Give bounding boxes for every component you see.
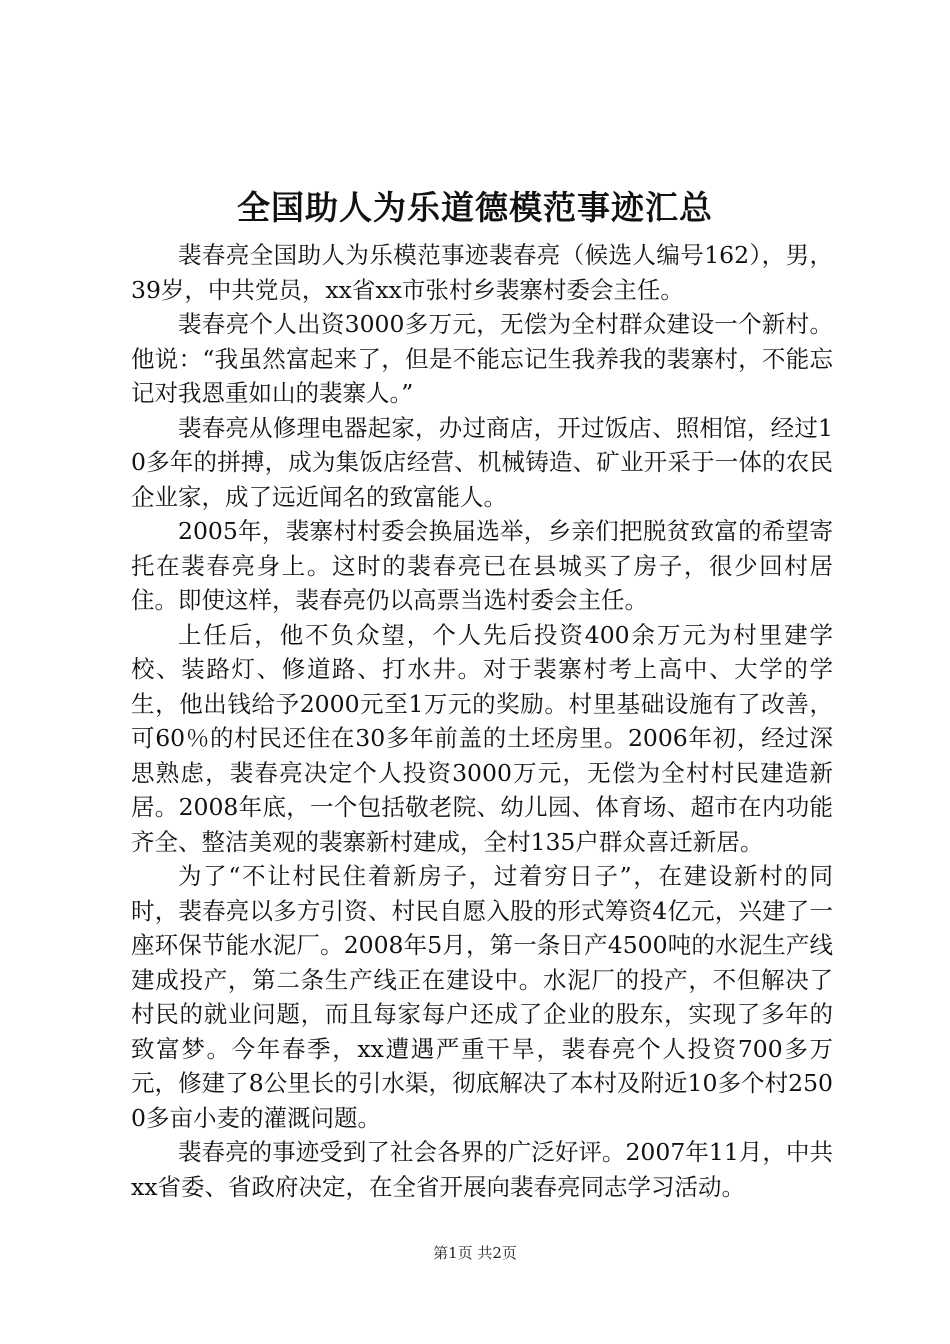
paragraph-4: 2005年，裴寨村村委会换届选举，乡亲们把脱贫致富的希望寄托在裴春亮身上。这时的裴春亮已在县城买了房子，很少回村居住。即使这样，裴春亮仍以高票当选村委会主任。: [131, 517, 833, 614]
document-title: 全国助人为乐道德模范事迹汇总: [237, 188, 713, 227]
paragraph-3: 裴春亮从修理电器起家，办过商店，开过饭店、照相馆，经过10多年的拼搏，成为集饭店经营、机械铸造、矿业开采于一体的农民企业家，成了远近闻名的致富能人。: [131, 413, 833, 511]
paragraph-5: 上任后，他不负众望，个人先后投资400余万元为村里建学校、装路灯、修道路、打水井。对于裴寨村考上高中、大学的学生，他出钱给予2000元至1万元的奖励。村里基础设施有了改善，可60％的村民还住在30多年前盖的土坯房里。2006年初，经过深思熟虑，裴春亮决定个人投资3000万元，无偿为全村村民建造新居。2008年底，一个包括敬老院、幼儿园、体育场、超市在内功能齐全、整洁美观的裴寨新村建成，全村135户群众喜迁新居。: [131, 620, 833, 856]
document-body: [131, 238, 833, 1204]
paragraph-7: 裴春亮的事迹受到了社会各界的广泛好评。2007年11月，中共xx省委、省政府决定，在全省开展向裴春亮同志学习活动。: [131, 1138, 833, 1201]
paragraph-6: 为了“不让村民住着新房子，过着穷日子”，在建设新村的同时，裴春亮以多方引资、村民自愿入股的形式筹资4亿元，兴建了一座环保节能水泥厂。2008年5月，第一条日产4500吨的水泥生产线建成投产，第二条生产线正在建设中。水泥厂的投产，不但解决了村民的就业问题，而且每家每户还成了企业的股东，实现了多年的致富梦。今年春季，xx遭遇严重干旱，裴春亮个人投资700多万元，修建了8公里长的引水渠，彻底解决了本村及附近10多个村2500多亩小麦的灌溉问题。: [131, 862, 833, 1132]
page-number-footer: 第1页 共2页: [433, 1244, 517, 1262]
paragraph-1: 裴春亮全国助人为乐模范事迹裴春亮（候选人编号162），男，39岁，中共党员，xx省xx市张村乡裴寨村委会主任。: [131, 241, 833, 304]
paragraph-2: 裴春亮个人出资3000多万元，无偿为全村群众建设一个新村。他说：“我虽然富起来了，但是不能忘记生我养我的裴寨村，不能忘记对我恩重如山的裴寨人。”: [131, 310, 833, 407]
